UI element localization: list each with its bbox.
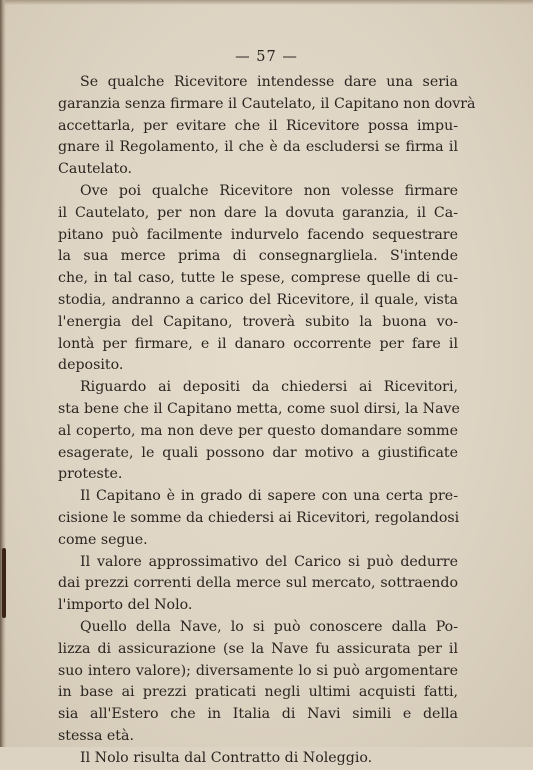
paragraph-5 — [58, 552, 458, 617]
text-line: esagerate, le quali possono dar motivo a giustificate — [58, 444, 458, 461]
text-line: lizza di assicurazione (se la Nave fu assicurata per il — [58, 640, 458, 657]
text-line: lontà per firmare, e il danaro occorrente per fare il — [58, 335, 458, 352]
text-line: suo intero valore); diversamente lo si può argomentare — [58, 662, 458, 679]
text-line: cisione le somme da chiedersi ai Ricevitori, regolandosi — [58, 509, 460, 526]
text-line: la sua merce prima di consegnargliela. S'intende — [58, 248, 458, 265]
paragraph-2 — [58, 181, 458, 377]
text-line: Il Nolo risulta dal Contratto di Noleggio. — [80, 749, 373, 766]
paragraph-4 — [58, 486, 458, 551]
text-line: come segue. — [58, 531, 148, 548]
text-line: sia all'Estero che in Italia di Navi simili e della — [58, 706, 458, 723]
text-line: accettarla, per evitare che il Ricevitore possa impu- — [58, 117, 458, 134]
paragraph-3 — [58, 377, 458, 486]
page-number: — 57 — — [235, 49, 298, 65]
text-line: al coperto, ma non deve per questo domandare somme — [58, 422, 458, 439]
text-line: proteste. — [58, 466, 123, 483]
text-line: stessa età. — [58, 727, 134, 744]
text-line: dai prezzi correnti della merce sul mercato, sottraendo — [58, 575, 458, 592]
page-top-edge — [0, 0, 533, 5]
paragraph-6 — [58, 617, 458, 748]
text-line: l'importo del Nolo. — [58, 597, 193, 614]
text-line: Se qualche Ricevitore intendesse dare una seria — [80, 74, 458, 90]
text-line: Il Capitano è in grado di sapere con una certa pre- — [80, 488, 458, 505]
spine-mark — [2, 548, 6, 618]
text-line: Ove poi qualche Ricevitore non volesse firmare — [80, 182, 458, 199]
text-line: Quello della Nave, lo si può conoscere dalla Po- — [80, 618, 458, 635]
text-line: deposito. — [58, 357, 124, 374]
text-line: Cautelato. — [58, 161, 133, 178]
body-text — [58, 72, 476, 770]
text-line: garanzia senza firmare il Cautelato, il Capitano non dovrà — [58, 95, 476, 112]
text-line: Riguardo ai depositi da chiedersi ai Ricevitori, — [80, 379, 458, 396]
text-line: il Cautelato, per non dare la dovuta garanzia, il Ca- — [58, 204, 458, 221]
text-line: Il valore approssimativo del Carico si può dedurre — [80, 553, 458, 570]
paragraph-7 — [58, 748, 458, 770]
text-line: sta bene che il Capitano metta, come suol dirsi, la Nave — [58, 400, 460, 417]
text-line: pitano può facilmente indurvelo facendo sequestrare — [58, 226, 458, 243]
text-line: che, in tal caso, tutte le spese, comprese quelle di cu- — [58, 270, 458, 287]
page-binding-edge — [0, 0, 6, 747]
text-line: stodia, andranno a carico del Ricevitore, il quale, vista — [58, 291, 458, 308]
text-line: gnare il Regolamento, il che è da escludersi se firma il — [58, 139, 458, 156]
paragraph-1 — [58, 72, 476, 181]
text-line: in base ai prezzi praticati negli ultimi acquisti fatti, — [58, 684, 458, 701]
text-line: l'energia del Capitano, troverà subito la buona vo- — [58, 313, 458, 330]
